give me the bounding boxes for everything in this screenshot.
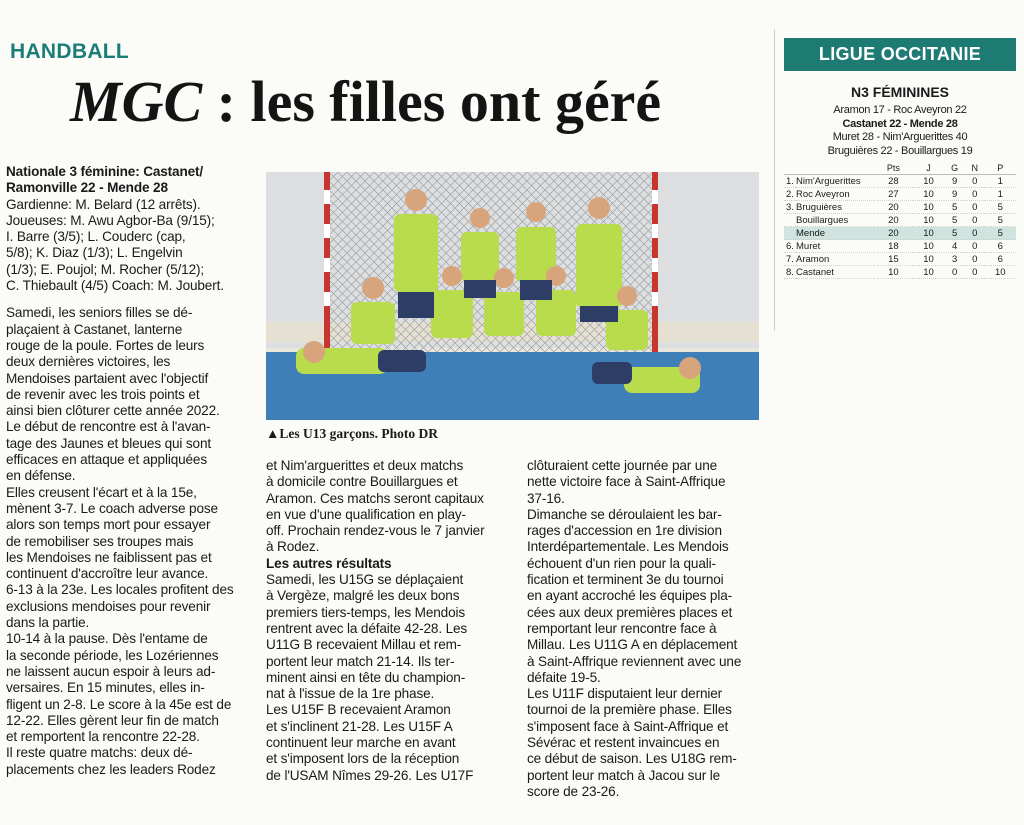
team-photo: [266, 172, 759, 420]
rank: 8.: [784, 266, 796, 279]
team: Aramon: [796, 253, 874, 266]
body-line: remportant leur rencontre face à: [527, 620, 717, 636]
played: 10: [913, 214, 944, 227]
team: Bouillargues: [796, 214, 874, 227]
header-j: J: [913, 162, 944, 175]
standings-row: [784, 201, 1016, 214]
standings-row: [784, 240, 1016, 253]
result-line: Bruguières 22 - Bouillargues 19: [827, 144, 973, 157]
body-line: à Rodez.: [266, 539, 320, 555]
header-p: P: [984, 162, 1016, 175]
lost: 1: [984, 175, 1016, 188]
body-line: portent leur match 21-14. Ils ter-: [266, 653, 455, 669]
body-line: ainsi bien clôturer cette année 2022.: [6, 403, 220, 419]
lost: 5: [984, 201, 1016, 214]
body-line: et Nim'arguerittes et deux matchs: [266, 458, 464, 473]
lineup-line: (1/3); E. Poujol; M. Rocher (5/12);: [6, 261, 204, 277]
lost: 5: [984, 214, 1016, 227]
body-line: score de 23-26.: [527, 783, 620, 799]
body-line: continuent leur marche en avant: [266, 735, 456, 751]
body-line: continuent d'accroître leur avance.: [6, 566, 209, 582]
headline-team: MGC: [70, 69, 203, 134]
body-line: de l'USAM Nîmes 29-26. Les U17F: [266, 767, 474, 783]
played: 10: [913, 201, 944, 214]
drawn: 0: [965, 253, 984, 266]
lineup-line: 5/8); K. Diaz (1/3); L. Engelvin: [6, 245, 183, 261]
body-line: Aramon. Ces matchs seront capitaux: [266, 490, 484, 506]
header-g: G: [944, 162, 965, 175]
body-line: Mendoises partaient avec l'objectif: [6, 370, 209, 386]
lineup-line: Joueuses: M. Awu Agbor-Ba (9/15);: [6, 212, 215, 228]
result-line: Muret 28 - Nim'Arguerittes 40: [832, 131, 968, 144]
body-line: Les U15F B recevaient Aramon: [266, 702, 451, 718]
body-line: Il reste quatre matchs: deux dé-: [6, 745, 193, 761]
body-line: Dimanche se déroulaient les bar-: [527, 506, 722, 522]
lineup-line: C. Thiebault (4/5) Coach: M. Joubert.: [6, 278, 224, 294]
won: 5: [944, 227, 965, 240]
body-line: s'imposent face à Saint-Affrique et: [527, 718, 729, 734]
body-line: de remobiliser ses troupes mais: [6, 533, 194, 549]
header-pts: Pts: [874, 162, 913, 175]
body-line: en vue d'une qualification en play-: [266, 506, 466, 522]
body-line: dans la partie.: [6, 615, 90, 631]
rank: 3.: [784, 201, 796, 214]
played: 10: [913, 175, 944, 188]
body-line: la seconde période, les Lozériennes: [6, 647, 219, 663]
body-line: alors son temps mort pour essayer: [6, 517, 211, 533]
body-line: minent ainsi en tête du champion-: [266, 669, 466, 685]
caption-marker: ▲: [266, 426, 280, 441]
body-line: et s'imposent lors de la réception: [266, 751, 460, 767]
pts: 27: [874, 188, 913, 201]
won: 4: [944, 240, 965, 253]
lost: 6: [984, 240, 1016, 253]
body-line: exclusions mendoises pour revenir: [6, 598, 211, 614]
headline-text: : les filles ont géré: [202, 69, 662, 134]
rank: [784, 214, 796, 227]
body-line: fligent un 2-8. Le score à la 45e est de: [6, 696, 232, 712]
header-rank: [784, 162, 796, 175]
won: 0: [944, 266, 965, 279]
header-n: N: [965, 162, 984, 175]
played: 10: [913, 240, 944, 253]
lineup: [6, 197, 256, 295]
league-banner: LIGUE OCCITANIE: [784, 38, 1016, 71]
body-line: mènent 3-7. Le coach adverse pose: [6, 500, 218, 516]
body-line: Samedi, les seniors filles se dé-: [6, 305, 193, 321]
article-column-1: [6, 164, 256, 778]
headline: [70, 68, 661, 135]
pts: 20: [874, 214, 913, 227]
drawn: 0: [965, 175, 984, 188]
body-line: Les U11F disputaient leur dernier: [527, 686, 723, 702]
team: Nim'Arguerittes: [796, 175, 874, 188]
rank: 1.: [784, 175, 796, 188]
pts: 10: [874, 266, 913, 279]
drawn: 0: [965, 201, 984, 214]
body-line: tage des Jaunes et bleues qui sont: [6, 435, 211, 451]
won: 5: [944, 201, 965, 214]
team: Roc Aveyron: [796, 188, 874, 201]
body-line: échouent d'un rien pour la quali-: [527, 555, 716, 571]
team: Muret: [796, 240, 874, 253]
pts: 15: [874, 253, 913, 266]
body-line: clôturaient cette journée par une: [527, 458, 718, 473]
played: 10: [913, 188, 944, 201]
rank: 7.: [784, 253, 796, 266]
match-results: [784, 104, 1016, 158]
body-line: Sévérac et restent invaincues en: [527, 735, 720, 751]
pts: 20: [874, 227, 913, 240]
body-line: rouge de la poule. Fortes de leurs: [6, 337, 205, 353]
lineup-line: I. Barre (3/5); L. Couderc (cap,: [6, 229, 186, 245]
body-line: rages d'accession en 1re division: [527, 523, 722, 539]
standings-row: [784, 175, 1016, 188]
lost: 6: [984, 253, 1016, 266]
body-line: 37-16.: [527, 490, 565, 506]
result-line: Aramon 17 - Roc Aveyron 22: [833, 104, 967, 116]
played: 10: [913, 227, 944, 240]
body-line: à Saint-Affrique reviennent avec une: [527, 653, 742, 669]
drawn: 0: [965, 266, 984, 279]
body-line: portent leur match à Jacou sur le: [527, 767, 721, 783]
body-line: nat à l'issue de la 1re phase.: [266, 686, 435, 702]
body-line: Millau. Les U11G A en déplacement: [527, 637, 738, 653]
lineup-line: Gardienne: M. Belard (12 arrêts).: [6, 196, 201, 212]
drawn: 0: [965, 214, 984, 227]
lost: 1: [984, 188, 1016, 201]
section-kicker: HANDBALL: [10, 40, 130, 63]
body-line: en ayant accroché les équipes pla-: [527, 588, 732, 604]
match-lead: [6, 164, 256, 197]
body-line: 6-13 à la 23e. Les locales profitent des: [6, 582, 234, 598]
body-line: deux dernières victoires, les: [6, 354, 171, 370]
rank: 2.: [784, 188, 796, 201]
match-lead-line: Nationale 3 féminine: Castanet/: [6, 164, 204, 179]
article-column-2: [266, 458, 513, 784]
played: 10: [913, 253, 944, 266]
match-lead-line: Ramonville 22 - Mende 28: [6, 180, 168, 196]
photo-credit: Photo DR: [378, 426, 438, 441]
body-line: et remportent la rencontre 22-28.: [6, 729, 200, 745]
team: Mende: [796, 227, 874, 240]
body-line: Elles creusent l'écart et à la 15e,: [6, 484, 197, 500]
won: 3: [944, 253, 965, 266]
standings-title: N3 FÉMININES: [850, 84, 949, 100]
team: Castanet: [796, 266, 874, 279]
body-line: Le début de rencontre est à l'avan-: [6, 419, 211, 435]
body-line: nette victoire face à Saint-Affrique: [527, 474, 726, 490]
body-line: premiers tiers-temps, les Mendois: [266, 604, 466, 620]
body-line: efficaces en attaque et appliquées: [6, 452, 207, 468]
standings-header: [784, 162, 1016, 175]
standings-row-highlighted: [784, 227, 1016, 240]
won: 5: [944, 214, 965, 227]
standings-row: [784, 253, 1016, 266]
sidebar-divider: [774, 30, 775, 330]
body-line: 12-22. Elles gèrent leur fin de match: [6, 712, 219, 728]
photo-caption: [266, 426, 438, 442]
pts: 18: [874, 240, 913, 253]
body-line: de revenir avec les trois points et: [6, 386, 200, 402]
result-line: Castanet 22 - Mende 28: [842, 117, 958, 130]
body-line: à Vergèze, malgré les deux bons: [266, 588, 460, 604]
caption-text: Les U13 garçons.: [279, 426, 378, 441]
body-line: à domicile contre Bouillargues et: [266, 474, 458, 490]
pts: 28: [874, 175, 913, 188]
lost: 10: [984, 266, 1016, 279]
standings-row: [784, 214, 1016, 227]
rank: [784, 227, 796, 240]
body-line: les Mendoises ne faiblissent pas et: [6, 549, 212, 565]
standings-table: [784, 162, 1016, 279]
won: 9: [944, 175, 965, 188]
article-column-3: [527, 458, 772, 800]
body-line: Interdépartementale. Les Mendois: [527, 539, 729, 555]
subhead-other-results: Les autres résultats: [266, 555, 392, 571]
body-line: off. Prochain rendez-vous le 7 janvier: [266, 523, 485, 539]
standings-row: [784, 266, 1016, 279]
standings-row: [784, 188, 1016, 201]
pts: 20: [874, 201, 913, 214]
body-line: versaires. En 15 minutes, elles in-: [6, 680, 205, 696]
team-photo-illustration: [266, 172, 759, 420]
body-line: placements chez les leaders Rodez: [6, 761, 216, 777]
body-line: cées aux deux premières places et: [527, 604, 733, 620]
team: Bruguières: [796, 201, 874, 214]
body-line: et s'inclinent 21-28. Les U15F A: [266, 718, 453, 734]
body-line: 10-14 à la pause. Dès l'entame de: [6, 631, 208, 647]
lost: 5: [984, 227, 1016, 240]
won: 9: [944, 188, 965, 201]
drawn: 0: [965, 188, 984, 201]
body-line: ce début de saison. Les U18G rem-: [527, 751, 737, 767]
body-line: plaçaient à Castanet, lanterne: [6, 321, 183, 337]
body-line: Samedi, les U15G se déplaçaient: [266, 572, 464, 588]
body-line: rentrent avec la défaite 42-28. Les: [266, 620, 468, 636]
body-line: en défense.: [6, 468, 76, 484]
played: 10: [913, 266, 944, 279]
body-line: défaite 19-5.: [527, 669, 601, 685]
body-line: U11G B recevaient Millau et rem-: [266, 637, 462, 653]
body-line: tournoi de la première phase. Elles: [527, 702, 732, 718]
drawn: 0: [965, 240, 984, 253]
body-line: ne laissent aucun espoir à leurs ad-: [6, 663, 216, 679]
header-team: [796, 162, 874, 175]
body-line: fication et terminent 3e du tournoi: [527, 572, 724, 588]
article-body: [6, 305, 256, 778]
rank: 6.: [784, 240, 796, 253]
drawn: 0: [965, 227, 984, 240]
